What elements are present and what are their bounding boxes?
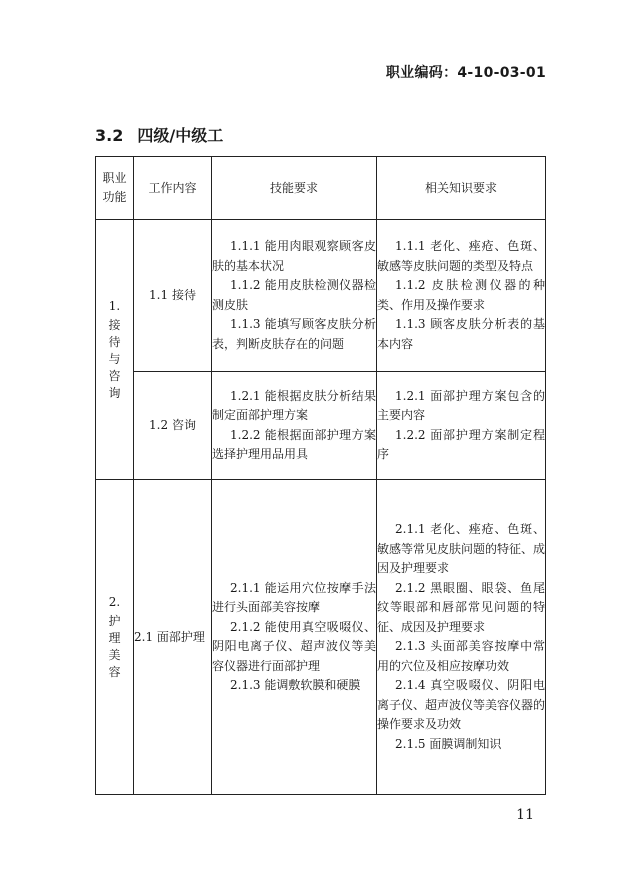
table-row [96, 480, 546, 795]
skill-cell [212, 480, 377, 795]
func-cell-2: 2. 护理美容 [96, 480, 134, 795]
header-skill: 技能要求 [212, 157, 377, 220]
knowledge-item: 2.1.1 老化、痤疮、色斑、敏感等常见皮肤问题的特征、成因及护理要求 [377, 522, 546, 575]
content-cell: 2.1 面部护理 [134, 480, 212, 795]
skill-item: 1.1.3 能填写顾客皮肤分析表，判断皮肤存在的问题 [212, 317, 376, 351]
skill-item: 2.1.2 能使用真空吸啜仪、阴阳电离子仪、超声波仪等美容仪器进行面部护理 [212, 619, 376, 673]
page-number: 11 [516, 807, 534, 823]
header-func: 职业功能 [96, 157, 134, 220]
knowledge-cell [377, 480, 546, 795]
skill-standard-table [95, 156, 546, 795]
table-row [96, 372, 546, 480]
skill-cell [212, 372, 377, 480]
skill-item: 1.2.2 能根据面部护理方案选择护理用品用具 [212, 427, 376, 461]
knowledge-cell [377, 372, 546, 480]
skill-item: 1.1.2 能用皮肤检测仪器检测皮肤 [212, 278, 376, 312]
skill-cell [212, 220, 377, 372]
knowledge-item: 1.1.1 老化、痤疮、色斑、敏感等皮肤问题的类型及特点 [377, 239, 545, 273]
header-content: 工作内容 [134, 157, 212, 220]
section-heading [95, 123, 223, 146]
section-number: 3.2 [95, 126, 124, 145]
knowledge-item: 1.2.2 面部护理方案制定程序 [377, 427, 545, 461]
table-row [96, 220, 546, 372]
content-cell: 1.2 咨询 [134, 372, 212, 480]
knowledge-item: 1.1.3 顾客皮肤分析表的基本内容 [377, 317, 545, 351]
knowledge-item: 2.1.4 真空吸啜仪、阴阳电离子仪、超声波仪等美容仪器的操作要求及功效 [377, 678, 546, 731]
skill-item: 2.1.3 能调敷软膜和硬膜 [230, 678, 361, 692]
section-title: 四级/中级工 [137, 126, 224, 145]
knowledge-cell [377, 220, 546, 372]
skill-item: 1.2.1 能根据皮肤分析结果制定面部护理方案 [212, 388, 376, 422]
content-cell: 1.1 接待 [134, 220, 212, 372]
knowledge-item: 1.2.1 面部护理方案包含的主要内容 [377, 388, 545, 422]
skill-item: 2.1.1 能运用穴位按摩手法进行头面部美容按摩 [212, 580, 376, 614]
knowledge-item: 2.1.5 面膜调制知识 [395, 736, 502, 751]
occupation-code: 职业编码：4-10-03-01 [385, 65, 546, 81]
knowledge-item: 2.1.2 黑眼圈、眼袋、鱼尾纹等眼部和唇部常见问题的特征、成因及护理要求 [377, 580, 545, 634]
skill-item: 1.1.1 能用肉眼观察顾客皮肤的基本状况 [212, 239, 376, 273]
knowledge-item: 2.1.3 头面部美容按摩中常用的穴位及相应按摩功效 [377, 639, 545, 673]
knowledge-item: 1.1.2 皮肤检测仪器的种类、作用及操作要求 [377, 278, 545, 312]
header-knowledge: 相关知识要求 [377, 157, 546, 220]
func-cell-1: 1. 接待与咨询 [96, 220, 134, 480]
table-header-row [96, 157, 546, 220]
